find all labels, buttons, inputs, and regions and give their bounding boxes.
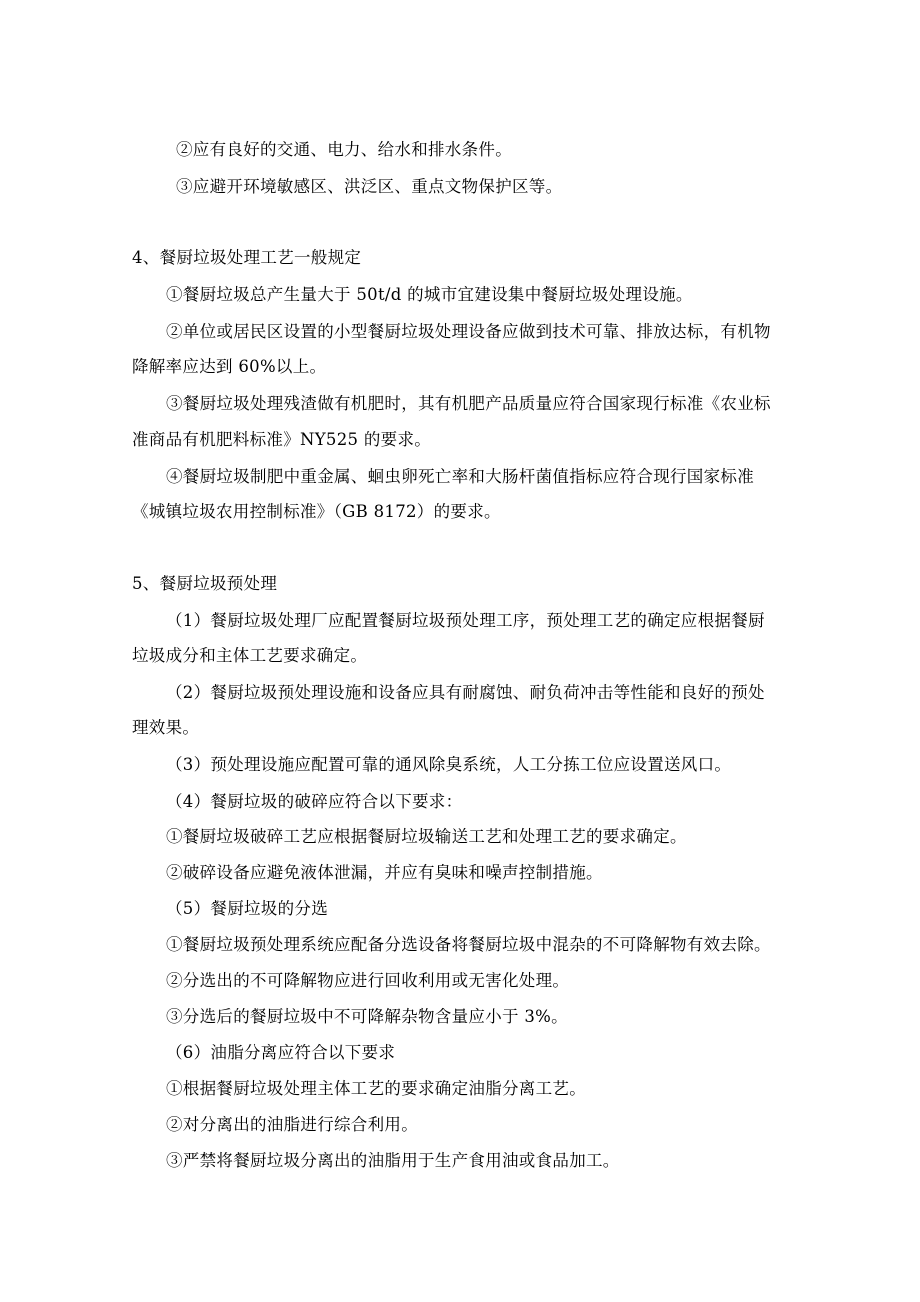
section-5-item-5-sub-3: ③分选后的餐厨垃圾中不可降解杂物含量应小于 3%。 xyxy=(166,1007,568,1026)
section-4-item-4-line-1: ④餐厨垃圾制肥中重金属、蛔虫卵死亡率和大肠杆菌值指标应符合现行国家标准 xyxy=(166,467,754,486)
site-condition-item-2: ②应有良好的交通、电力、给水和排水条件。 xyxy=(176,140,512,159)
section-5-item-5-sub-2: ②分选出的不可降解物应进行回收利用或无害化处理。 xyxy=(166,971,570,990)
section-5-item-1-line-1: （1）餐厨垃圾处理厂应配置餐厨垃圾预处理工序，预处理工艺的确定应根据餐厨 xyxy=(166,611,765,630)
section-5-item-6-sub-3: ③严禁将餐厨垃圾分离出的油脂用于生产食用油或食品加工。 xyxy=(166,1151,620,1170)
section-5-item-6-sub-2: ②对分离出的油脂进行综合利用。 xyxy=(166,1115,418,1134)
section-5-item-5: （5）餐厨垃圾的分选 xyxy=(166,899,328,918)
site-condition-item-3: ③应避开环境敏感区、洪泛区、重点文物保护区等。 xyxy=(176,177,563,196)
section-4-item-3-line-2: 准商品有机肥料标准》NY525 的要求。 xyxy=(132,430,432,449)
section-5-item-4-sub-1: ①餐厨垃圾破碎工艺应根据餐厨垃圾输送工艺和处理工艺的要求确定。 xyxy=(166,827,687,846)
section-4-item-2-line-1: ②单位或居民区设置的小型餐厨垃圾处理设备应做到技术可靠、排放达标，有机物 xyxy=(166,322,771,341)
section-5-item-6: （6）油脂分离应符合以下要求 xyxy=(166,1043,396,1062)
section-4-item-1: ①餐厨垃圾总产生量大于 50t/d 的城市宜建设集中餐厨垃圾处理设施。 xyxy=(166,285,693,304)
section-4-item-3-line-1: ③餐厨垃圾处理残渣做有机肥时，其有机肥产品质量应符合国家现行标准《农业标 xyxy=(166,394,771,413)
section-4-item-2-line-2: 降解率应达到 60%以上。 xyxy=(132,357,327,376)
section-5-item-5-sub-1: ①餐厨垃圾预处理系统应配备分选设备将餐厨垃圾中混杂的不可降解物有效去除。 xyxy=(166,935,771,954)
section-5-item-6-sub-1: ①根据餐厨垃圾处理主体工艺的要求确定油脂分离工艺。 xyxy=(166,1079,586,1098)
section-5-item-2-line-2: 理效果。 xyxy=(132,718,200,737)
section-4-item-4-line-2: 《城镇垃圾农用控制标准》（GB 8172）的要求。 xyxy=(132,502,501,521)
section-5-item-3: （3）预处理设施应配置可靠的通风除臭系统，人工分拣工位应设置送风口。 xyxy=(166,755,732,774)
section-5-item-4: （4）餐厨垃圾的破碎应符合以下要求： xyxy=(166,792,463,811)
section-4-heading: 4、餐厨垃圾处理工艺一般规定 xyxy=(132,248,362,267)
section-5-item-1-line-2: 垃圾成分和主体工艺要求确定。 xyxy=(132,646,368,665)
section-5-item-2-line-1: （2）餐厨垃圾预处理设施和设备应具有耐腐蚀、耐负荷冲击等性能和良好的预处 xyxy=(166,683,765,702)
section-5-heading: 5、餐厨垃圾预处理 xyxy=(132,574,278,593)
section-5-item-4-sub-2: ②破碎设备应避免液体泄漏，并应有臭味和噪声控制措施。 xyxy=(166,863,603,882)
